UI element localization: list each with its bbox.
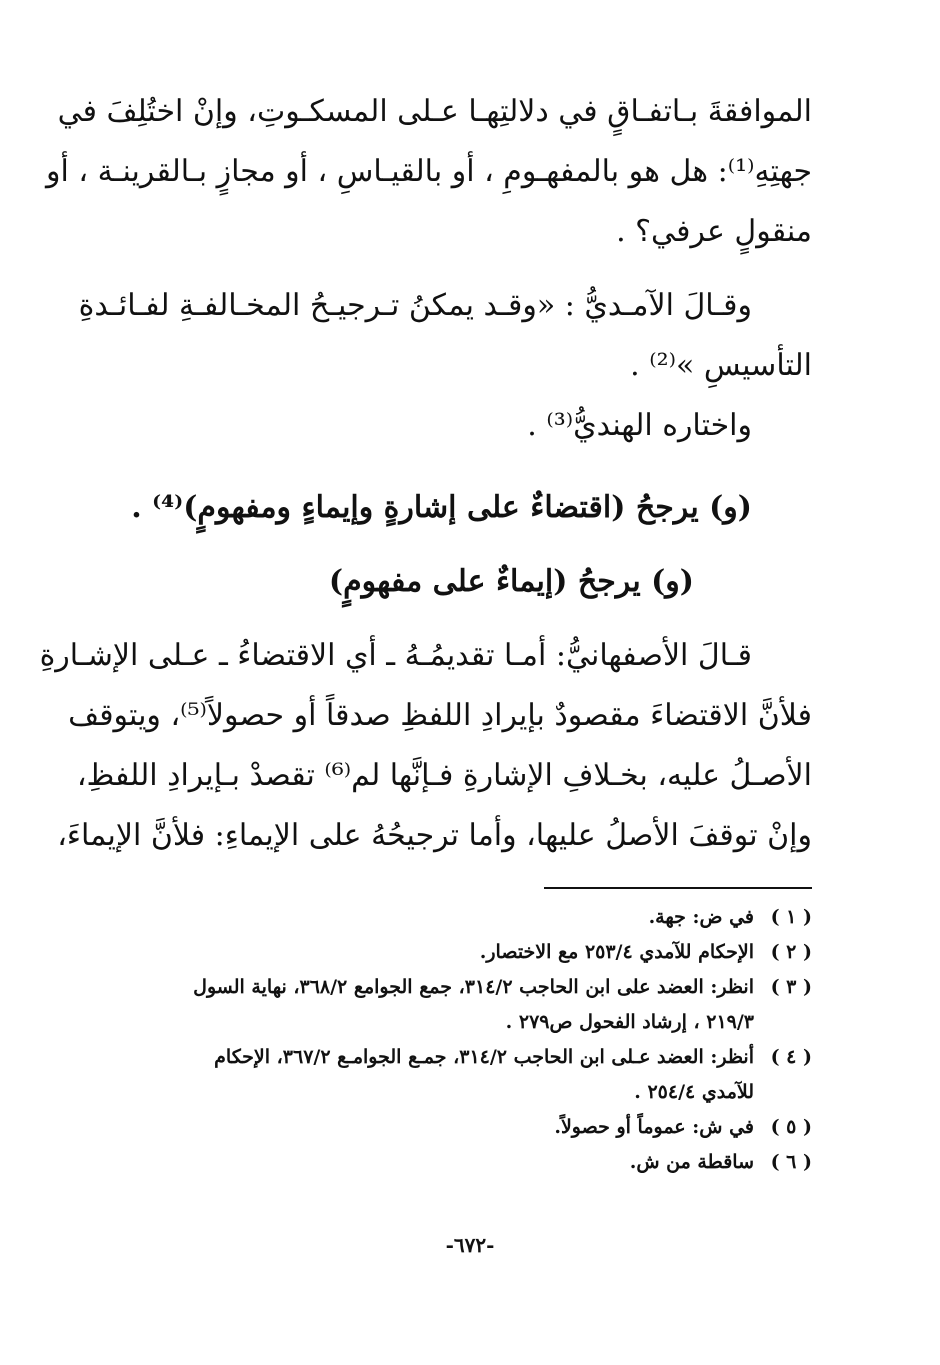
text-line: الأصـلُ عليه، بخـلافِ الإشارةِ فـإنَّها لم⁽⁶⁾ تقصدْ بـإيرادِ اللفظِ، — [76, 758, 812, 793]
text-line: منقولٍ عرفي؟ . — [616, 214, 812, 249]
text-line: جهتِهِ⁽¹⁾: هل هو بالمفهـومِ ، أو بالقيـاسِ ، أو مجازٍ بـالقرينـة ، أو — [46, 154, 812, 189]
main-text — [39, 82, 812, 866]
footnote-item — [122, 900, 812, 935]
footnote-item — [122, 1145, 812, 1180]
page-number: -٦٧٢- — [445, 1233, 495, 1257]
footnote-item — [122, 970, 812, 1005]
footnote-number: ( ٣ ) — [770, 976, 812, 998]
footnote-number: ( ١ ) — [770, 906, 812, 928]
footnote-number: ( ٢ ) — [770, 941, 812, 963]
footnote-text: في ض: جهة. — [648, 906, 754, 928]
footnote-divider — [544, 887, 812, 889]
quote-line: وقـالَ الآمـديُّ : «وقـد يمكنُ تـرجيـحُ المخـالفـةِ لفـائـدةِ — [78, 288, 752, 323]
footnote-text: الإحكام للآمدي ٢٥٣/٤ مع الاختصار. — [479, 941, 754, 963]
text-line: الموافقةَ بـاتفـاقٍ في دلالتِهـا عـلى المسكـوتِ، وإنْ اختُلِفَ في — [57, 94, 812, 129]
text-line: واختاره الهنديُّ⁽³⁾ . — [527, 408, 752, 443]
footnote-number: ( ٤ ) — [770, 1046, 812, 1068]
text-line: قـالَ الأصفهانيُّ: أمـا تقديمُـهُ ـ أي الاقتضاءُ ـ عـلى الإشـارةِ — [39, 638, 752, 673]
footnote-text: في ش: عموماً أو حصولاً. — [554, 1116, 754, 1138]
footnote-number: ( ٥ ) — [770, 1116, 812, 1138]
footnote-item — [122, 1110, 812, 1145]
footnote-item — [122, 1040, 812, 1075]
footnote-continuation: ٢١٩/٣ ، إرشاد الفحول ص٢٧٩ . — [505, 1011, 754, 1033]
text-line: فلأنَّ الاقتضاءَ مقصودٌ بإيرادِ اللفظِ صدقاً أو حصولاً⁽⁵⁾، ويتوقف — [68, 698, 812, 733]
footnote-number: ( ٦ ) — [770, 1151, 812, 1173]
quote-line: التأسيسِ »⁽²⁾ . — [630, 348, 812, 383]
text-line: وإنْ توقفَ الأصلُ عليها، وأما ترجيحُهُ على الإيماءِ: فلأنَّ الإيماءَ، — [57, 818, 812, 853]
footnote-text: انظر: العضد على ابن الحاجب ٣١٤/٢، جمع الجوامع ٣٦٨/٢، نهاية السول — [193, 976, 754, 998]
footnotes — [122, 900, 812, 1180]
footnote-text: ساقطة من ش. — [629, 1151, 754, 1173]
footnote-item — [122, 935, 812, 970]
matn-line: (و) يرجحُ (اقتضاءٌ على إشارةٍ وإيماءٍ ومفهومٍ)⁽⁴⁾ . — [131, 490, 752, 525]
footnote-continuation: للآمدي ٢٥٤/٤ . — [634, 1081, 754, 1103]
matn-line: (و) يرجحُ (إيماءٌ على مفهومٍ) — [328, 564, 694, 599]
footnote-text: أنظر: العضد عـلى ابن الحاجب ٣١٤/٢، جمـع الجوامـع ٣٦٧/٢، الإحكام — [214, 1046, 754, 1068]
